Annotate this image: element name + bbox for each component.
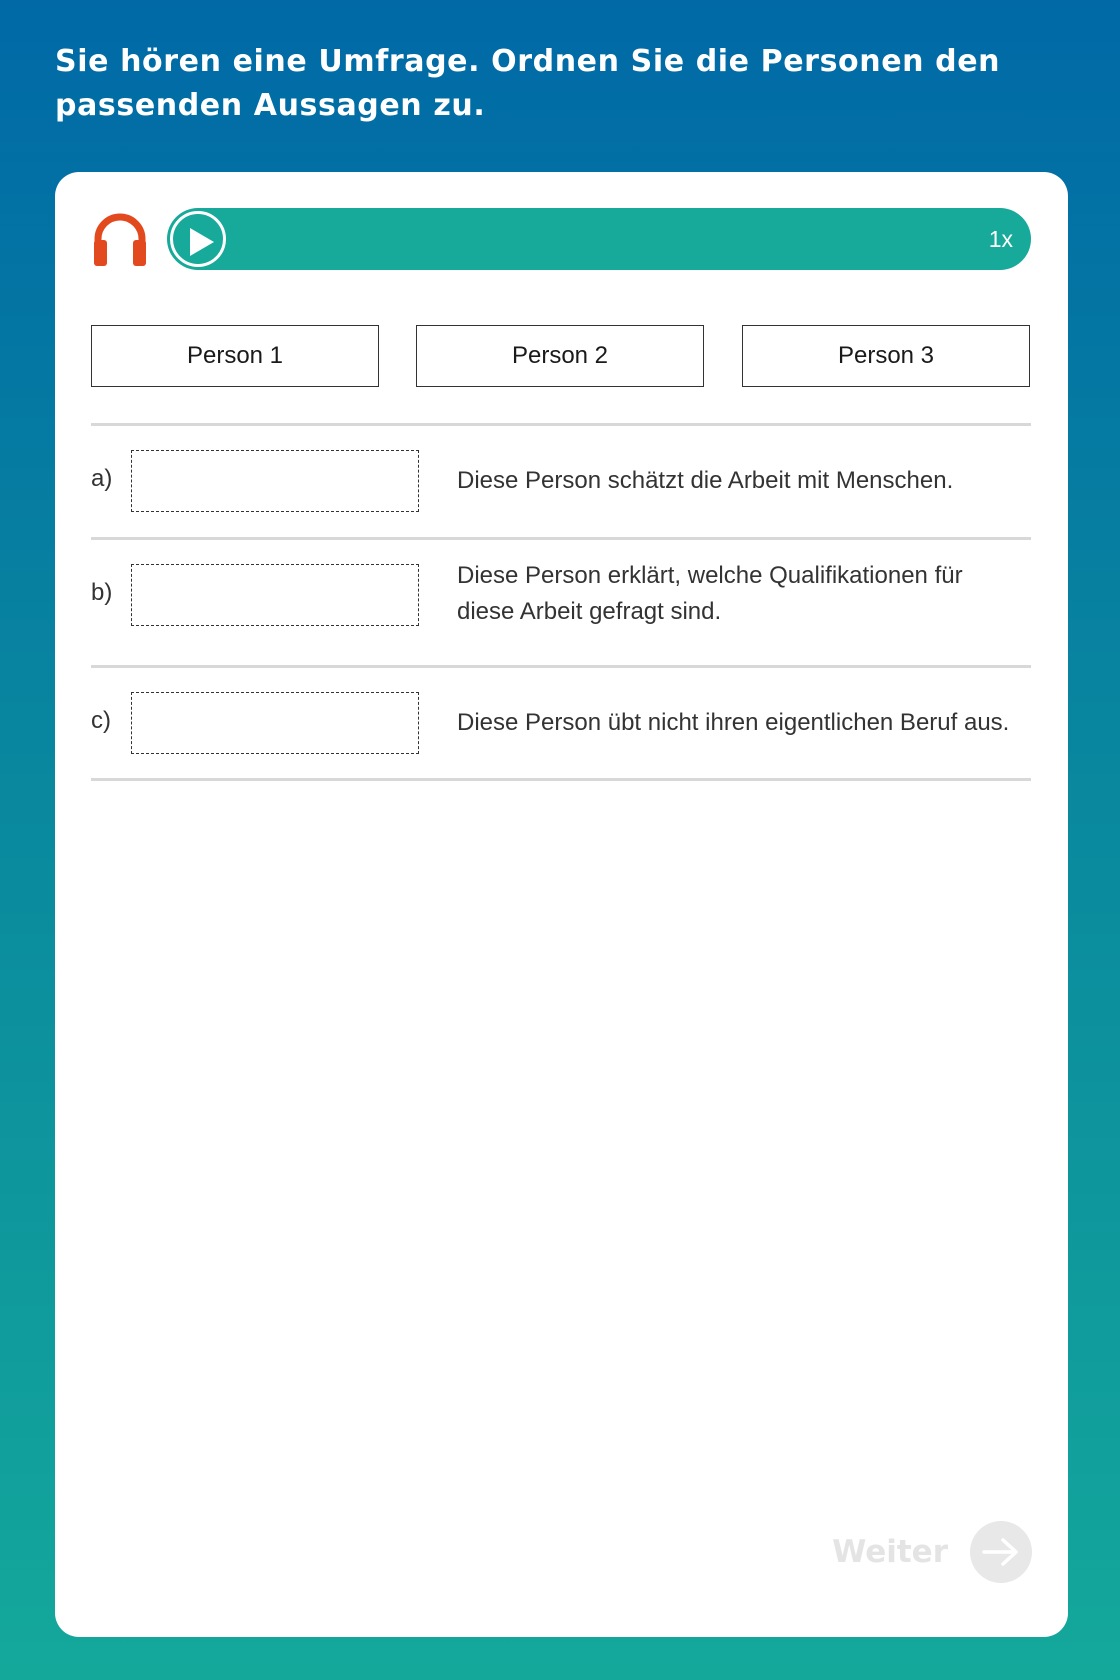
answer-drop-zone-a[interactable] — [131, 450, 419, 512]
person-options — [91, 325, 1031, 387]
next-button[interactable] — [832, 1521, 1032, 1583]
answer-drop-zone-c[interactable] — [131, 692, 419, 754]
next-button-circle — [970, 1521, 1032, 1583]
statement-row-c — [91, 667, 1031, 779]
statement-text: Diese Person erklärt, welche Qualifikationen für diese Arbeit gefragt sind. — [457, 562, 963, 625]
statement-text: Diese Person übt nicht ihren eigentlichen Beruf aus. — [457, 709, 1010, 736]
audio-progress-bar[interactable] — [167, 208, 1031, 270]
divider — [91, 778, 1031, 781]
play-button[interactable] — [170, 211, 226, 267]
statement-text: Diese Person schätzt die Arbeit mit Menschen. — [457, 467, 954, 494]
statement-letter: a) — [91, 465, 113, 492]
task-instruction: Sie hören eine Umfrage. Ordnen Sie die Personen den passenden Aussagen zu. — [55, 44, 1001, 123]
person-chip-2[interactable]: Person 2 — [416, 325, 704, 387]
audio-player — [91, 208, 1031, 270]
exercise-card — [55, 172, 1068, 1637]
next-button-label: Weiter — [832, 1534, 948, 1570]
answer-drop-zone-b[interactable] — [131, 564, 419, 626]
arrow-right-icon — [982, 1537, 1020, 1567]
person-chip-3[interactable]: Person 3 — [742, 325, 1030, 387]
play-icon — [190, 228, 214, 256]
headphones-icon — [91, 210, 149, 268]
statement-row-b — [91, 539, 1031, 666]
statement-letter: b) — [91, 579, 113, 606]
statement-letter: c) — [91, 707, 111, 734]
statement-row-a — [91, 425, 1031, 537]
playback-speed[interactable]: 1x — [988, 226, 1013, 252]
person-chip-1[interactable]: Person 1 — [91, 325, 379, 387]
